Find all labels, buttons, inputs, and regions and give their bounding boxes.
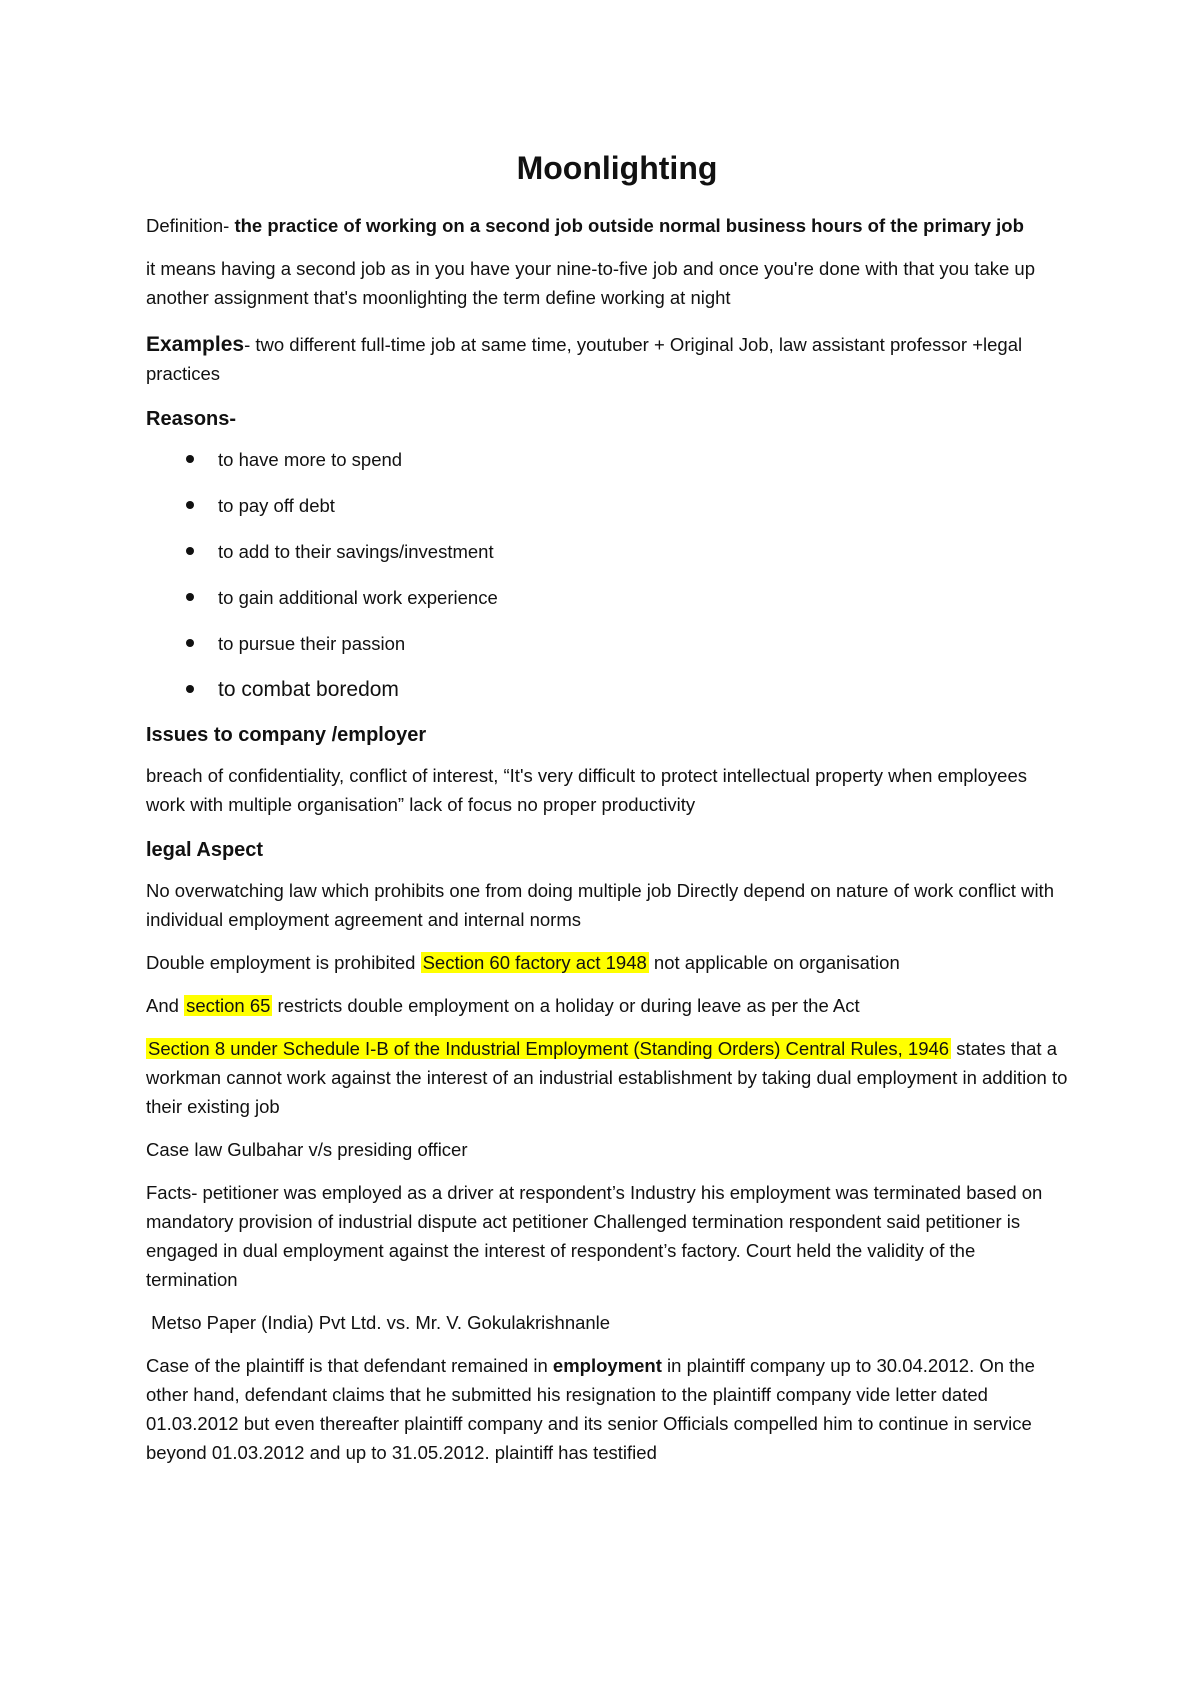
case-2-paragraph — [146, 1351, 1070, 1467]
legal-paragraph-1: No overwatching law which prohibits one from doing multiple job Directly depend on nature of work conflict with individual employment agreement and internal norms — [146, 880, 1054, 930]
list-item: to pursue their passion — [146, 629, 1070, 658]
list-item: to have more to spend — [146, 445, 1070, 474]
legal-text: restricts double employment on a holiday or during leave as per the Act — [272, 995, 860, 1016]
case-2-text: Case of the plaintiff is that defendant remained in — [146, 1355, 553, 1376]
page-title: Moonlighting — [516, 150, 718, 186]
definition-text: the practice of working on a second job outside normal business hours of the primary job — [234, 215, 1024, 236]
reasons-heading: Reasons- — [146, 408, 237, 430]
highlight-section-65: section 65 — [186, 995, 271, 1016]
issues-paragraph: breach of confidentiality, conflict of interest, “It's very difficult to protect intellectual property when employees work with multiple organisation” lack of focus no proper productivity — [146, 765, 1027, 815]
list-item: to pay off debt — [146, 491, 1070, 520]
reasons-list — [146, 445, 1070, 704]
definition-label: Definition- — [146, 215, 235, 236]
case-law-title: Case law Gulbahar v/s presiding officer — [146, 1139, 468, 1160]
legal-paragraph-3 — [146, 991, 1070, 1020]
issues-heading: Issues to company /employer — [146, 724, 427, 746]
legal-text: And — [146, 995, 185, 1016]
legal-heading: legal Aspect — [146, 839, 264, 861]
meaning-paragraph: it means having a second job as in you have your nine-to-five job and once you're done with that you take up another assignment that's moonlighting the term define working at night — [146, 258, 1036, 308]
legal-text: Double employment is prohibited — [146, 952, 421, 973]
case-2-bold-text: employment — [552, 1355, 662, 1376]
examples-label: Examples — [146, 333, 245, 356]
list-item: to gain additional work experience — [146, 583, 1070, 612]
list-item: to combat boredom — [146, 675, 1070, 704]
highlight-section-60: Section 60 factory act 1948 — [422, 952, 647, 973]
legal-paragraph-2 — [146, 948, 1070, 977]
case-facts-paragraph: Facts- petitioner was employed as a driver at respondent’s Industry his employment was terminated based on mandatory provision of industrial dispute act petitioner Challenged termination respondent said petitioner is engaged in dual employment against the interest of respondent’s factory. Court held the validity of the termination — [146, 1182, 1043, 1290]
examples-text: - two different full-time job at same time, youtuber + Original Job, law assistant professor +legal practices — [146, 334, 1023, 384]
legal-text: not applicable on organisation — [648, 952, 900, 973]
case-2-text: in plaintiff company up to 30.04.2012. On the other hand, defendant claims that he submitted his resignation to the plaintiff company vide letter dated 01.03.2012 but even thereafter plaintiff company and its senior Officials compelled him to continue in service beyond 01.03.2012 and up to 31.05.2012. plaintiff has testified — [146, 1355, 1035, 1463]
examples-paragraph — [146, 330, 1070, 388]
case-2-title: Metso Paper (India) Pvt Ltd. vs. Mr. V. Gokulakrishnanle — [146, 1312, 611, 1333]
definition-paragraph — [146, 211, 1070, 240]
list-item: to add to their savings/investment — [146, 537, 1070, 566]
legal-text: states that a workman cannot work against the interest of an industrial establishment by taking dual employment in addition to their existing job — [146, 1038, 1068, 1117]
legal-paragraph-4 — [146, 1034, 1070, 1121]
highlight-section-8: Section 8 under Schedule I-B of the Industrial Employment (Standing Orders) Central Rules, 1946 — [148, 1038, 950, 1059]
